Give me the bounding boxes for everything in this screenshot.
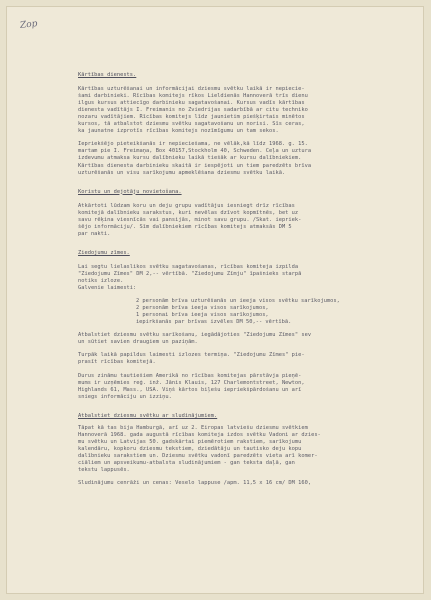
section-ziedojumu-zimes: [78, 250, 396, 401]
text-line: dalībnieku sarakstiem un. Dziesmu svētku vadonī paredzēts vieta arī komer-: [78, 452, 318, 459]
text-line: Iepriekšējo pieteikšanās ir nepieciešama, ne vēlāk,kā līdz 1968. g. 15.: [78, 141, 308, 148]
document-page: [6, 6, 424, 594]
text-line: Lai segtu lielaslikos svētku sagatavošanas, rīcības komiteja izpilda: [78, 263, 299, 270]
text-line: Kārtības dienesta darbinieku skaitā ir iespējoti un tiem paredzēts brīva: [78, 162, 312, 169]
handwritten-corner-note: Zop: [19, 19, 38, 31]
section-kartibas-dienests: [78, 72, 396, 177]
text-line: sniegs informāciju un izziņu.: [78, 393, 172, 400]
section-heading: Kārtības dienests.: [78, 72, 137, 78]
text-line: Atbalstiet dziesmu svētku sarīkošanu, iegādājoties "Ziedojumu Zīmes" sev: [78, 332, 312, 339]
paragraph: [78, 203, 396, 238]
text-line: komitejā dalībnieku sarakstus, kuri nevēlas dzīvot kopmītnēs, bet uz: [78, 209, 299, 216]
text-line: dienesta vadītājs I. Freimanis no Zviedrijas sadarbībā ar citu techniko: [78, 107, 308, 114]
paragraph: [78, 352, 396, 366]
paragraph: [78, 373, 396, 401]
list-item: 1 personai brīva ieeja visos sarīkojumos,: [123, 312, 269, 319]
text-line: savu rēķina viesnīcās vai pansijās, minot savu grupu. /Skat. iepriek-: [78, 216, 302, 223]
paragraph: [78, 480, 396, 487]
text-line: ciāliem un apsveikumu-atbalsta sludinājumiem - gan teksta daļā, gan: [78, 459, 295, 466]
text-line: uzturēšanās un visu sarīkojumu apmeklēšana dziesmu svētku laikā.: [78, 169, 286, 176]
text-line: ka jaunatne izprotīs rīcības komitejs nozīmīgumu un tam sekos.: [78, 128, 279, 135]
document-body: [78, 72, 396, 495]
list-item: 2 personām brīva ieeja visos sarīkojumos,: [123, 305, 269, 312]
text-line: prasīt rīcības komitejā.: [78, 359, 156, 366]
text-line: kursos, tā atbalstot dziesmu svētku sagatavošanu un norisi. Šīs ceras,: [78, 121, 305, 128]
text-line: nozaru vadītājiem. Rīcības komitejs līdz jaunietim piešķirtais minētos: [78, 114, 305, 121]
paragraph: [78, 141, 396, 176]
text-line: Tāpat kā tas bija Hamburgā, arī uz 2. Eiropas latviešu dziesmu svētkiem: [78, 424, 308, 431]
text-line: šami darbinieki. Rīcības komitejs rīkos Lieldienās Hannoverā trīs dienu: [78, 93, 308, 100]
text-line: kalendāru, kopkoru dziesmu tekstiem, dziedātāju un tautisko deju kopu: [78, 445, 302, 452]
text-line: notiks izloze.: [78, 278, 124, 285]
text-line: ilgus kursus attiecīgo darbinieku sagatavošanai. Kursus vadīs kārtības: [78, 100, 305, 107]
text-line: mu svētku un Latvijas 50. gadskārtai piemērotiem rakstiem, sarīkojumu: [78, 438, 302, 445]
paragraph: [78, 264, 396, 292]
prize-list: [78, 298, 396, 326]
section-heading: Ziedojumu zīmes.: [78, 249, 130, 256]
text-line: Hannoverā 1968. gada augustā rīcības komiteja izdos svētku Vadoni ar dzies-: [78, 431, 321, 438]
section-sludinajumi: [78, 413, 396, 487]
text-line: martam pie I. Freimaņa, Box 40157,Stockholm 40, Schweden. Ceļa un uztura: [78, 148, 312, 155]
text-line: Kārtības uzturēšanai un informācijai dziesmu svētku laikā ir nepiecie-: [78, 86, 305, 93]
text-line: Turpāk laikā papildus laimesti izlozes termiņa. "Ziedojumu Zīmes" pie-: [78, 352, 305, 359]
text-line: "Ziedojumu Zīmes" DM 2,-- vērtībā. "Ziedojumu Zīmju" īpašnieks starpā: [78, 270, 302, 277]
text-line: mums ir uzņēmies reģ. inž. Jānis Klauis, 127 Charlemontstreet, Newton,: [78, 379, 305, 386]
section-koristu-novietosana: [78, 189, 396, 238]
paragraph: [78, 332, 396, 346]
text-line: Atkārtoti lūdzam koru un deju grupu vadītājus iesniegt drīz rīcības: [78, 202, 295, 209]
text-line: Durus zināmu tautiešiem Amerikā no rīcības komitejas pārstāvja pieņē-: [78, 372, 302, 379]
text-line: tekstu lappusēs.: [78, 467, 130, 474]
text-line: Highlands 61, Mass., USA. Viņš kārtos biļešu iepriekšpārdošanu un arī: [78, 386, 302, 393]
section-heading: Atbalstiet dziesmu svētku ar sludinājumiem.: [78, 412, 218, 419]
text-line: Galvenie laimesti:: [78, 285, 137, 292]
paragraph: [78, 86, 396, 135]
text-line: izdevumu atmaksa kursu dalībnieku laikā tiešāk ar kursu dalībniekiem.: [78, 155, 302, 162]
list-item: 2 personām brīva uzturēšanās un ieeja visos svētku sarīkojumos,: [123, 298, 340, 305]
paragraph: [78, 425, 396, 474]
text-line: un sūtiet savien draugiem un paziņām.: [78, 339, 198, 346]
text-line: šējo informāciju/. Šīm dalībniekiem rīcības komitejs atmaksās DM 5: [78, 223, 292, 230]
section-heading: Koristu un dejotāju novietošana.: [78, 188, 182, 195]
text-line: Sludinājumu cenrāži un cenas: Veselo lappuse /apm. 11,5 x 16 cm/ DM 160,: [78, 480, 312, 487]
list-item: iepirkšanās par brīvas izvēles DM 50,-- vērtībā.: [123, 319, 292, 326]
text-line: par nakti.: [78, 230, 111, 237]
